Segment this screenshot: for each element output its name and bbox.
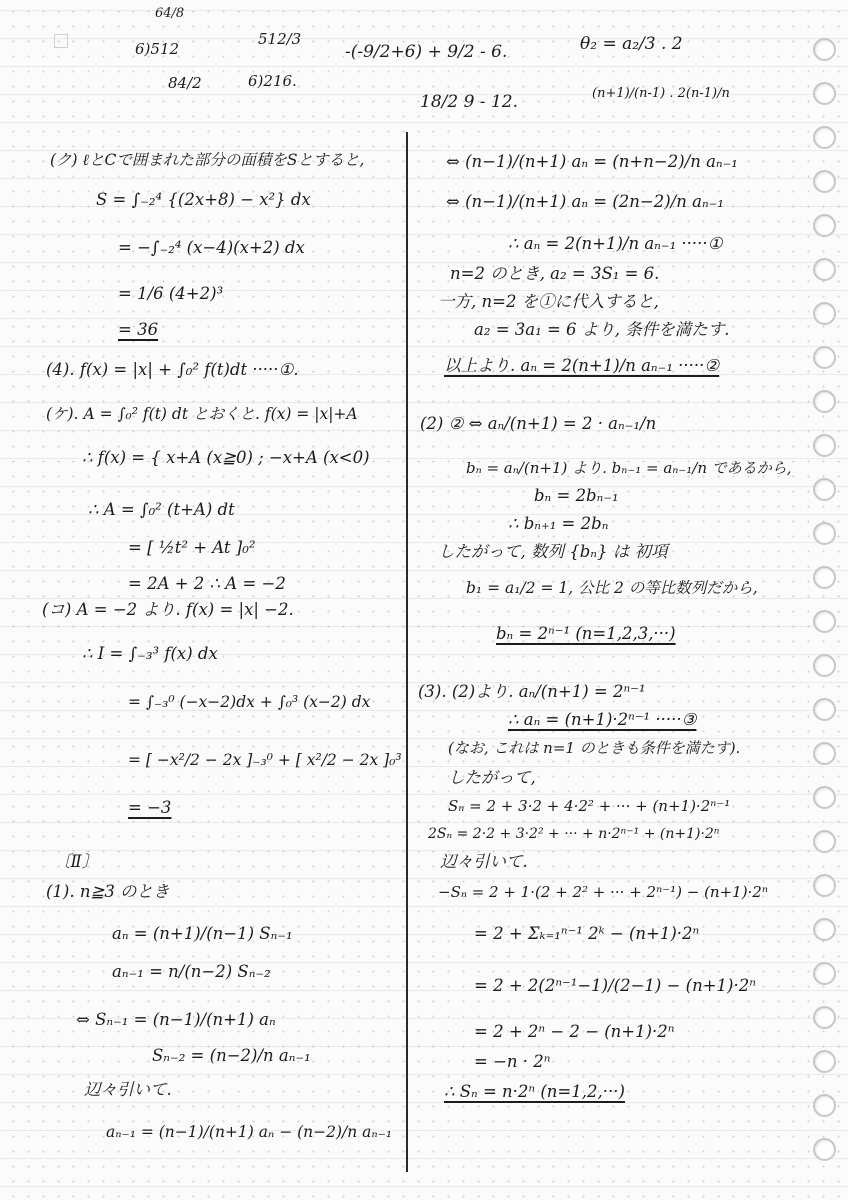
- answer-line: ∴ aₙ = (n+1)·2ⁿ⁻¹ ·····③: [508, 710, 697, 729]
- binder-ring: [813, 1050, 836, 1073]
- equation-line: = 2A + 2 ∴ A = −2: [128, 574, 286, 593]
- answer-line: 以上より. aₙ = 2(n+1)/n aₙ₋₁ ·····②: [444, 356, 720, 375]
- text-line: b₁ = a₁/2 = 1, 公比 2 の等比数列だから,: [466, 579, 758, 597]
- equation-line: ∴ I = ∫₋₃³ f(x) dx: [82, 644, 218, 663]
- text-line: 一方, n=2 を①に代入すると,: [438, 292, 659, 311]
- text-line: a₂ = 3a₁ = 6 より, 条件を満たす.: [474, 320, 730, 339]
- binder-ring: [813, 610, 836, 633]
- equation-line: ∴ A = ∫₀² (t+A) dt: [88, 500, 235, 519]
- equation-line: ∴ aₙ = 2(n+1)/n aₙ₋₁ ·····①: [508, 234, 723, 253]
- binder-ring: [813, 258, 836, 281]
- equation-line: = 2 + 2ⁿ − 2 − (n+1)·2ⁿ: [474, 1022, 675, 1041]
- equation-line: ∴ bₙ₊₁ = 2bₙ: [508, 514, 609, 533]
- scratch-calc: -(-9/2+6) + 9/2 - 6.: [345, 42, 508, 62]
- equation-line: −Sₙ = 2 + 1·(2 + 2² + ··· + 2ⁿ⁻¹) − (n+1)·2ⁿ: [438, 883, 768, 901]
- section-heading: 〔Ⅱ〕: [54, 852, 99, 871]
- binder-ring: [813, 830, 836, 853]
- binder-ring: [813, 434, 836, 457]
- binder-ring: [813, 170, 836, 193]
- equation-line: ⇔ (n−1)/(n+1) aₙ = (2n−2)/n aₙ₋₁: [446, 192, 724, 211]
- text-line: (なお, これは n=1 のときも条件を満たす).: [448, 739, 741, 757]
- binder-ring: [813, 214, 836, 237]
- binder-ring: [813, 522, 836, 545]
- equation-line: (3). (2)より. aₙ/(n+1) = 2ⁿ⁻¹: [418, 682, 646, 701]
- binder-ring: [813, 346, 836, 369]
- answer-line: ∴ Sₙ = n·2ⁿ (n=1,2,···): [444, 1082, 625, 1101]
- text-line: (1). n≧3 のとき: [46, 882, 170, 901]
- equation-line: = [ −x²/2 − 2x ]₋₃⁰ + [ x²/2 − 2x ]₀³: [128, 751, 402, 769]
- scratch-calc: θ₂ = a₂/3 . 2: [580, 34, 683, 54]
- binder-ring: [813, 1006, 836, 1029]
- binder-ring: [813, 654, 836, 677]
- equation-line: = −∫₋₂⁴ (x−4)(x+2) dx: [118, 238, 305, 257]
- equation-line: (ケ). A = ∫₀² f(t) dt とおくと. f(x) = |x|+A: [46, 405, 358, 423]
- equation-line: (2) ② ⇔ aₙ/(n+1) = 2 · aₙ₋₁/n: [420, 414, 657, 433]
- scratch-calc: (n+1)/(n-1) . 2(n-1)/n: [592, 86, 730, 101]
- scratch-calc: 84/2: [168, 74, 202, 92]
- binder-ring: [813, 566, 836, 589]
- scratch-calc: 6)512: [135, 40, 180, 58]
- text-line: (ク) ℓとCで囲まれた部分の面積をSとすると,: [50, 151, 365, 169]
- answer-line: = −3: [128, 798, 172, 817]
- binder-ring: [813, 390, 836, 413]
- equation-line: = −n · 2ⁿ: [474, 1052, 551, 1071]
- equation-line: = 2 + 2(2ⁿ⁻¹−1)/(2−1) − (n+1)·2ⁿ: [474, 976, 756, 995]
- equation-line: ⇔ Sₙ₋₁ = (n−1)/(n+1) aₙ: [76, 1010, 276, 1029]
- text-line: 辺々引いて.: [440, 852, 528, 871]
- column-divider: [406, 132, 408, 1172]
- binder-ring: [813, 786, 836, 809]
- equation-line: bₙ = 2bₙ₋₁: [534, 486, 619, 505]
- equation-line: aₙ₋₁ = (n−1)/(n+1) aₙ − (n−2)/n aₙ₋₁: [106, 1123, 393, 1141]
- equation-line: = ∫₋₃⁰ (−x−2)dx + ∫₀³ (x−2) dx: [128, 693, 371, 711]
- equation-line: = 2 + Σₖ₌₁ⁿ⁻¹ 2ᵏ − (n+1)·2ⁿ: [474, 924, 700, 943]
- equation-line: S = ∫₋₂⁴ {(2x+8) − x²} dx: [96, 190, 311, 209]
- equation-line: ∴ f(x) = { x+A (x≧0) ; −x+A (x<0): [82, 448, 370, 467]
- binder-ring: [813, 874, 836, 897]
- equation-line: Sₙ₋₂ = (n−2)/n aₙ₋₁: [152, 1046, 311, 1065]
- binder-ring: [813, 478, 836, 501]
- binder-ring: [813, 126, 836, 149]
- binder-ring: [813, 82, 836, 105]
- equation-line: 2Sₙ = 2·2 + 3·2² + ··· + n·2ⁿ⁻¹ + (n+1)·2ⁿ: [428, 826, 720, 842]
- binder-ring: [813, 1094, 836, 1117]
- equation-line: Sₙ = 2 + 3·2 + 4·2² + ··· + (n+1)·2ⁿ⁻¹: [448, 797, 731, 815]
- equation-line: = [ ½t² + At ]₀²: [128, 538, 256, 557]
- equation-line: aₙ₋₁ = n/(n−2) Sₙ₋₂: [112, 962, 271, 981]
- binder-ring: [813, 918, 836, 941]
- binder-ring: [813, 1138, 836, 1161]
- text-line: bₙ = aₙ/(n+1) より. bₙ₋₁ = aₙ₋₁/n であるから,: [466, 459, 792, 477]
- equation-line: ⇔ (n−1)/(n+1) aₙ = (n+n−2)/n aₙ₋₁: [446, 152, 738, 171]
- equation-line: (コ) A = −2 より. f(x) = |x| −2.: [42, 600, 294, 619]
- text-line: n=2 のとき, a₂ = 3S₁ = 6.: [450, 264, 660, 283]
- answer-line: bₙ = 2ⁿ⁻¹ (n=1,2,3,···): [496, 624, 676, 643]
- text-line: 辺々引いて.: [84, 1080, 172, 1099]
- scratch-calc: 18/2 9 - 12.: [420, 92, 518, 112]
- binder-ring: [813, 698, 836, 721]
- scratch-calc: 512/3: [258, 30, 302, 48]
- equation-line: (4). f(x) = |x| + ∫₀² f(t)dt ·····①.: [46, 360, 299, 379]
- binder-ring: [813, 742, 836, 765]
- text-line: したがって,: [448, 768, 536, 787]
- text-line: したがって, 数列 {bₙ} は 初項: [438, 542, 668, 561]
- scratch-calc: 6)216.: [248, 72, 297, 90]
- equation-line: = 1/6 (4+2)³: [118, 284, 224, 303]
- equation-line: aₙ = (n+1)/(n−1) Sₙ₋₁: [112, 924, 293, 943]
- corner-checkbox: [54, 34, 68, 48]
- scratch-calc: 64/8: [155, 6, 185, 21]
- answer-line: = 36: [118, 320, 159, 339]
- binder-ring: [813, 38, 836, 61]
- binder-ring: [813, 962, 836, 985]
- binder-ring: [813, 302, 836, 325]
